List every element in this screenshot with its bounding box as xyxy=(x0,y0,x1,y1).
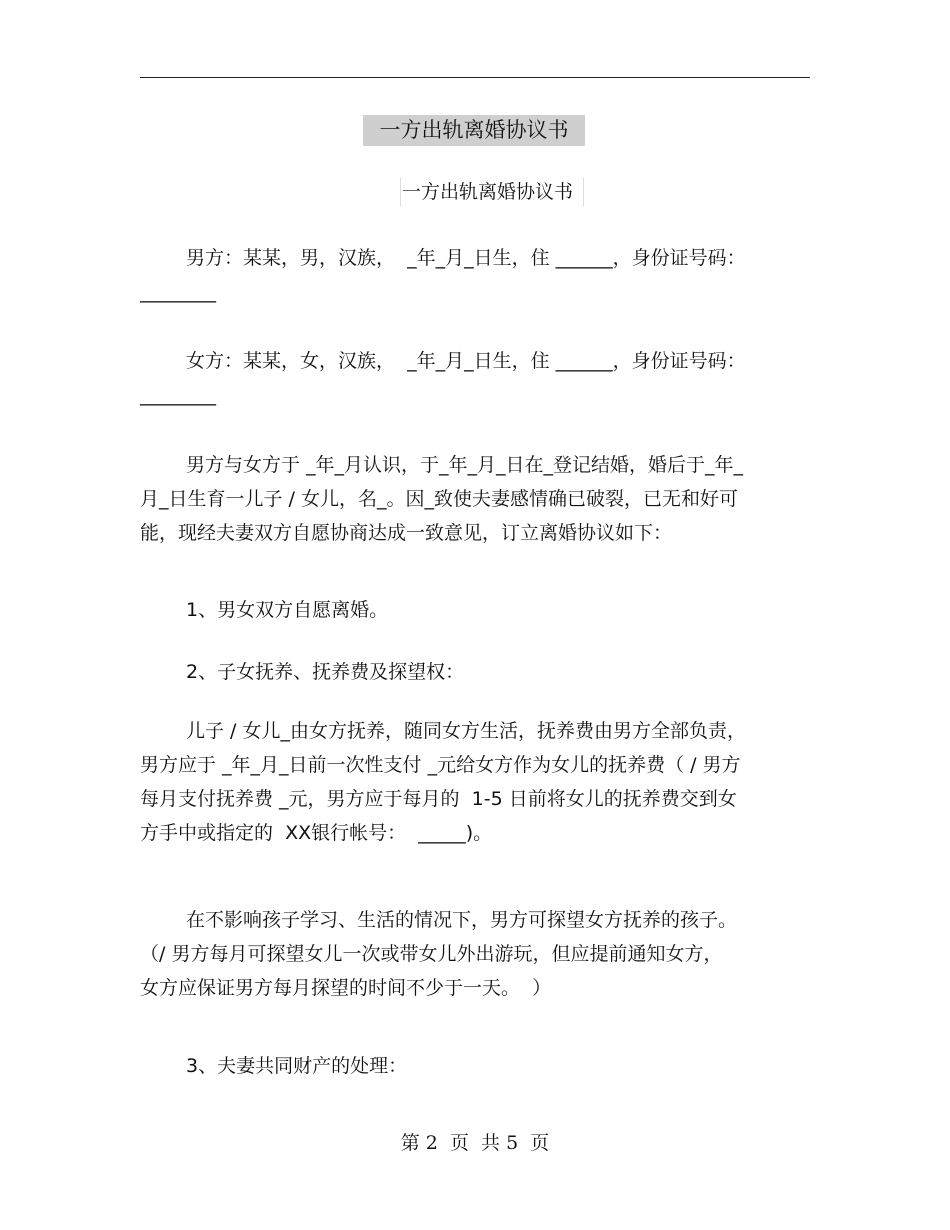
paragraph-line: ________ xyxy=(140,281,216,303)
paragraph-line: 3、夫妻共同财产的处理： xyxy=(186,1055,408,1077)
paragraph xyxy=(140,1049,820,1083)
paragraph-line: ________ xyxy=(140,384,216,406)
header-rule xyxy=(140,77,810,78)
paragraph-line: （/ 男方每月可探望女儿一次或带女儿外出游玩，但应提前通知女方， xyxy=(140,943,723,965)
paragraph-line: 儿子 / 女儿_由女方抚养，随同女方生活，抚养费由男方全部负责， xyxy=(186,720,746,742)
paragraph-line: 能，现经夫妻双方自愿协商达成一致意见，订立离婚协议如下： xyxy=(140,522,673,544)
document-subtitle: 一方出轨离婚协议书 xyxy=(400,178,584,206)
paragraph xyxy=(140,655,820,689)
paragraph-line: 女方：某某，女，汉族， _年_月_日生，住 ______，身份证号码： xyxy=(186,350,746,372)
paragraph xyxy=(140,593,820,627)
paragraph xyxy=(140,241,820,309)
paragraph-line: 每月支付抚养费 _元，男方应于每月的 1-5 日前将女儿的抚养费交到女 xyxy=(140,788,737,810)
page-footer: 第 2 页 共 5 页 xyxy=(400,1132,550,1154)
paragraph-line: 女方应保证男方每月探望的时间不少于一天。 ） xyxy=(140,977,552,999)
paragraph xyxy=(140,714,820,850)
paragraph xyxy=(140,344,820,412)
paragraph-line: 男方与女方于 _年_月认识，于_年_月_日在_登记结婚，婚后于_年_ xyxy=(186,454,744,476)
document-title: 一方出轨离婚协议书 xyxy=(363,115,585,146)
paragraph-line: 2、子女抚养、抚养费及探望权： xyxy=(186,661,465,683)
paragraph xyxy=(140,903,820,1005)
paragraph-line: 在不影响孩子学习、生活的情况下，男方可探望女方抚养的孩子。 xyxy=(186,909,738,931)
paragraph xyxy=(140,448,820,550)
paragraph-line: 1、男女双方自愿离婚。 xyxy=(186,599,389,621)
paragraph-line: 方手中或指定的 XX银行帐号： _____)。 xyxy=(140,822,493,844)
paragraph-line: 男方应于 _年_月_日前一次性支付 _元给女方作为女儿的抚养费（ / 男方 xyxy=(140,754,741,776)
paragraph-line: 月_日生育一儿子 / 女儿，名_。因_致使夫妻感情确已破裂，已无和好可 xyxy=(140,488,738,510)
paragraph-line: 男方：某某，男，汉族， _年_月_日生，住 ______，身份证号码： xyxy=(186,247,746,269)
